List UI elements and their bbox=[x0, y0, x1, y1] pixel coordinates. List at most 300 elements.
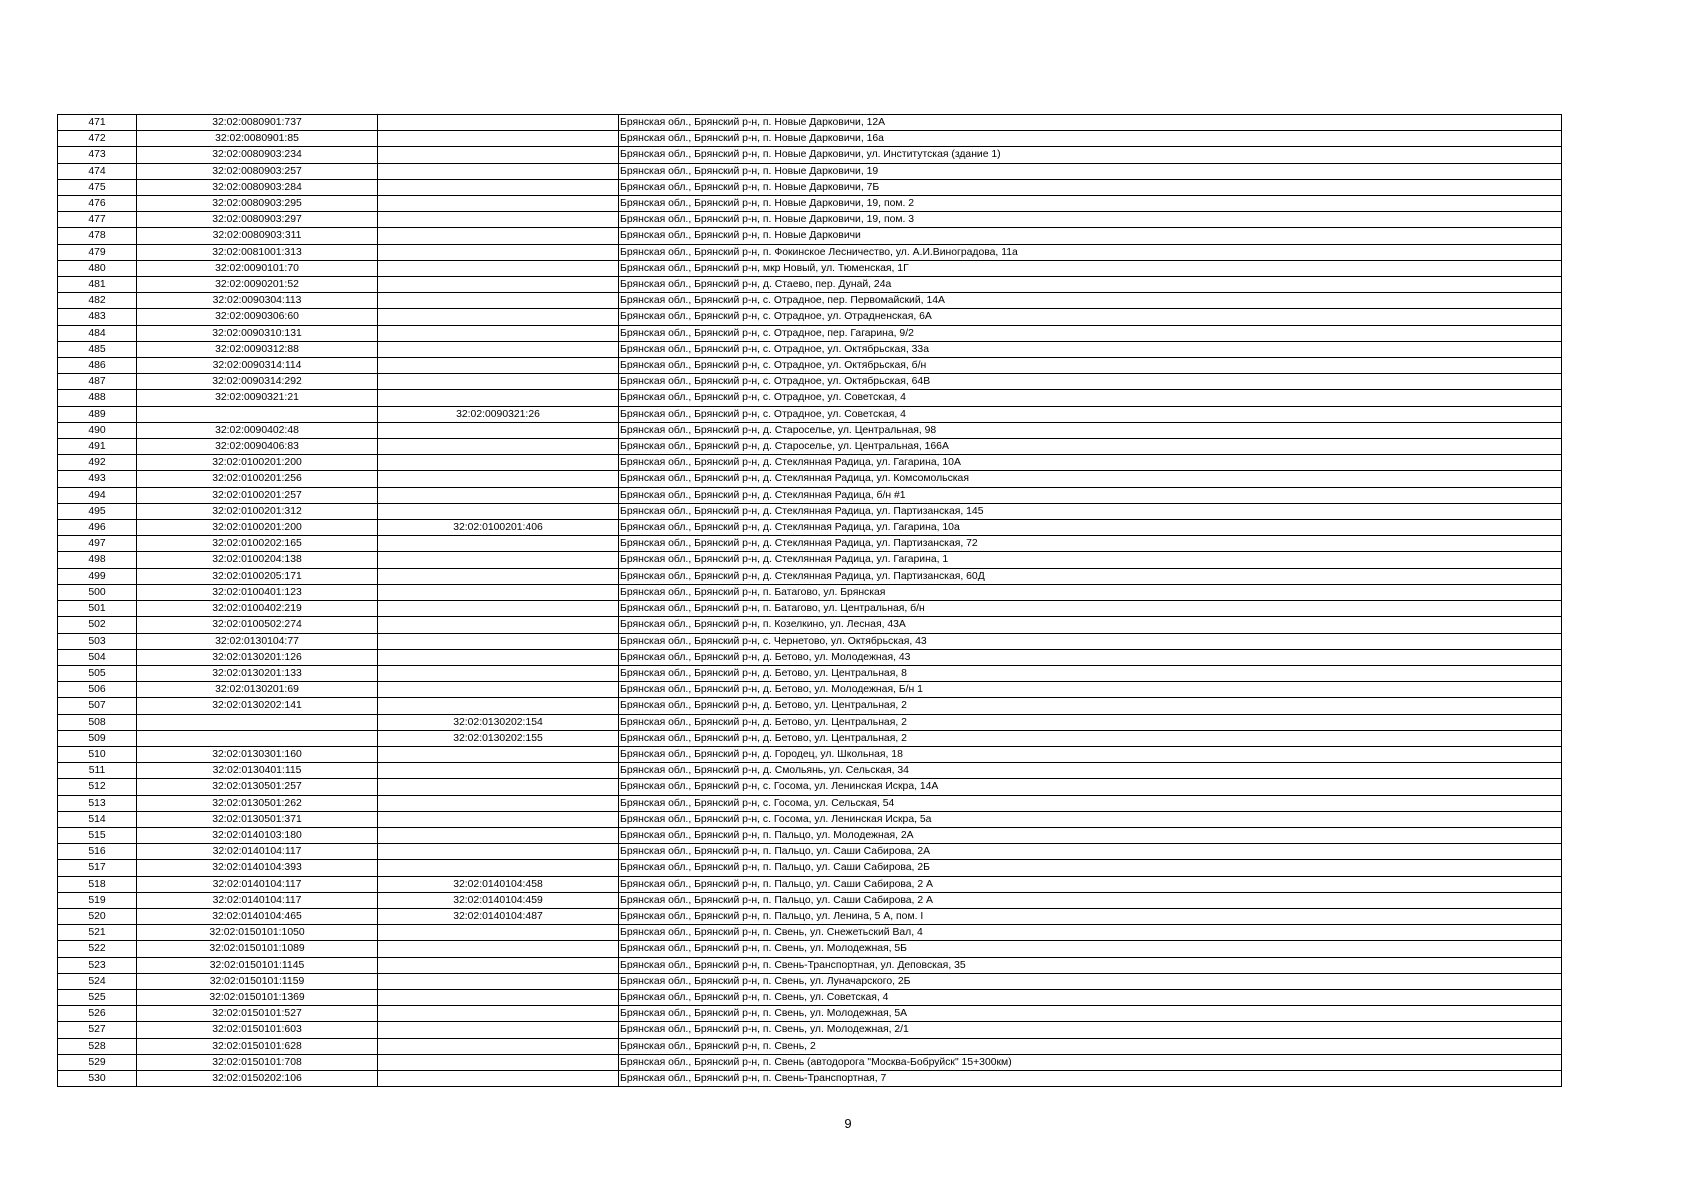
row-number-cell: 511 bbox=[58, 763, 137, 779]
row-number-cell: 502 bbox=[58, 617, 137, 633]
cadastral-number-cell: 32:02:0100201:256 bbox=[137, 471, 378, 487]
table-row bbox=[58, 633, 1562, 649]
table-row bbox=[58, 196, 1562, 212]
cadastral-number-cell: 32:02:0150101:1145 bbox=[137, 957, 378, 973]
address-cell: Брянская обл., Брянский р-н, п. Батагово, ул. Брянская bbox=[619, 584, 1562, 600]
cadastral-number-cell: 32:02:0140104:117 bbox=[137, 876, 378, 892]
table-row bbox=[58, 925, 1562, 941]
row-number-cell: 509 bbox=[58, 730, 137, 746]
cadastral-number-cell: 32:02:0150101:1050 bbox=[137, 925, 378, 941]
related-cadastral-number-cell bbox=[378, 746, 619, 762]
row-number-cell: 505 bbox=[58, 665, 137, 681]
table-row bbox=[58, 277, 1562, 293]
cadastral-table-container bbox=[57, 114, 1562, 1087]
related-cadastral-number-cell bbox=[378, 309, 619, 325]
address-cell: Брянская обл., Брянский р-н, п. Новые Дарковичи, 19 bbox=[619, 163, 1562, 179]
table-row bbox=[58, 584, 1562, 600]
table-row bbox=[58, 746, 1562, 762]
table-row bbox=[58, 536, 1562, 552]
table-row bbox=[58, 1054, 1562, 1070]
address-cell: Брянская обл., Брянский р-н, д. Стеклянная Радица, ул. Партизанская, 60Д bbox=[619, 568, 1562, 584]
cadastral-number-cell bbox=[137, 714, 378, 730]
row-number-cell: 499 bbox=[58, 568, 137, 584]
row-number-cell: 497 bbox=[58, 536, 137, 552]
table-row bbox=[58, 876, 1562, 892]
address-cell: Брянская обл., Брянский р-н, п. Козелкино, ул. Лесная, 43А bbox=[619, 617, 1562, 633]
address-cell: Брянская обл., Брянский р-н, п. Новые Дарковичи, ул. Институтская (здание 1) bbox=[619, 147, 1562, 163]
cadastral-number-cell: 32:02:0090306:60 bbox=[137, 309, 378, 325]
related-cadastral-number-cell bbox=[378, 973, 619, 989]
row-number-cell: 515 bbox=[58, 827, 137, 843]
cadastral-number-cell: 32:02:0140104:117 bbox=[137, 844, 378, 860]
cadastral-number-cell: 32:02:0080903:257 bbox=[137, 163, 378, 179]
address-cell: Брянская обл., Брянский р-н, д. Городец, ул. Школьная, 18 bbox=[619, 746, 1562, 762]
cadastral-number-cell: 32:02:0150101:1159 bbox=[137, 973, 378, 989]
table-row bbox=[58, 827, 1562, 843]
table-row bbox=[58, 309, 1562, 325]
cadastral-number-cell: 32:02:0090314:292 bbox=[137, 374, 378, 390]
cadastral-number-cell: 32:02:0080901:737 bbox=[137, 115, 378, 131]
related-cadastral-number-cell bbox=[378, 536, 619, 552]
row-number-cell: 521 bbox=[58, 925, 137, 941]
table-row bbox=[58, 649, 1562, 665]
related-cadastral-number-cell bbox=[378, 779, 619, 795]
related-cadastral-number-cell bbox=[378, 244, 619, 260]
row-number-cell: 471 bbox=[58, 115, 137, 131]
cadastral-number-cell: 32:02:0080903:311 bbox=[137, 228, 378, 244]
table-row bbox=[58, 293, 1562, 309]
address-cell: Брянская обл., Брянский р-н, п. Новые Дарковичи bbox=[619, 228, 1562, 244]
row-number-cell: 518 bbox=[58, 876, 137, 892]
address-cell: Брянская обл., Брянский р-н, с. Отрадное, ул. Отрадненская, 6А bbox=[619, 309, 1562, 325]
row-number-cell: 526 bbox=[58, 1006, 137, 1022]
related-cadastral-number-cell bbox=[378, 131, 619, 147]
address-cell: Брянская обл., Брянский р-н, с. Отрадное, ул. Октябрьская, 64В bbox=[619, 374, 1562, 390]
row-number-cell: 479 bbox=[58, 244, 137, 260]
cadastral-number-cell: 32:02:0150101:1369 bbox=[137, 989, 378, 1005]
related-cadastral-number-cell bbox=[378, 957, 619, 973]
cadastral-number-cell: 32:02:0130501:371 bbox=[137, 811, 378, 827]
cadastral-number-cell: 32:02:0140104:393 bbox=[137, 860, 378, 876]
row-number-cell: 517 bbox=[58, 860, 137, 876]
cadastral-number-cell: 32:02:0130401:115 bbox=[137, 763, 378, 779]
address-cell: Брянская обл., Брянский р-н, с. Отрадное, пер. Первомайский, 14А bbox=[619, 293, 1562, 309]
row-number-cell: 485 bbox=[58, 341, 137, 357]
table-row bbox=[58, 439, 1562, 455]
table-body bbox=[58, 115, 1562, 1087]
related-cadastral-number-cell bbox=[378, 260, 619, 276]
row-number-cell: 506 bbox=[58, 682, 137, 698]
table-row bbox=[58, 212, 1562, 228]
row-number-cell: 512 bbox=[58, 779, 137, 795]
address-cell: Брянская обл., Брянский р-н, п. Новые Дарковичи, 12А bbox=[619, 115, 1562, 131]
table-row bbox=[58, 179, 1562, 195]
row-number-cell: 508 bbox=[58, 714, 137, 730]
table-row bbox=[58, 325, 1562, 341]
table-row bbox=[58, 795, 1562, 811]
related-cadastral-number-cell bbox=[378, 925, 619, 941]
table-row bbox=[58, 228, 1562, 244]
address-cell: Брянская обл., Брянский р-н, с. Отрадное, ул. Октябрьская, 33а bbox=[619, 341, 1562, 357]
row-number-cell: 525 bbox=[58, 989, 137, 1005]
related-cadastral-number-cell: 32:02:0140104:459 bbox=[378, 892, 619, 908]
address-cell: Брянская обл., Брянский р-н, п. Фокинское Лесничество, ул. А.И.Виноградова, 11а bbox=[619, 244, 1562, 260]
row-number-cell: 494 bbox=[58, 487, 137, 503]
table-row bbox=[58, 617, 1562, 633]
address-cell: Брянская обл., Брянский р-н, п. Пальцо, ул. Саши Сабирова, 2А bbox=[619, 844, 1562, 860]
address-cell: Брянская обл., Брянский р-н, д. Староселье, ул. Центральная, 98 bbox=[619, 422, 1562, 438]
related-cadastral-number-cell bbox=[378, 552, 619, 568]
row-number-cell: 514 bbox=[58, 811, 137, 827]
row-number-cell: 484 bbox=[58, 325, 137, 341]
table-row bbox=[58, 860, 1562, 876]
related-cadastral-number-cell bbox=[378, 455, 619, 471]
related-cadastral-number-cell bbox=[378, 390, 619, 406]
cadastral-number-cell: 32:02:0080903:297 bbox=[137, 212, 378, 228]
row-number-cell: 483 bbox=[58, 309, 137, 325]
row-number-cell: 477 bbox=[58, 212, 137, 228]
row-number-cell: 501 bbox=[58, 601, 137, 617]
related-cadastral-number-cell bbox=[378, 763, 619, 779]
address-cell: Брянская обл., Брянский р-н, д. Стеклянная Радица, ул. Партизанская, 145 bbox=[619, 503, 1562, 519]
related-cadastral-number-cell bbox=[378, 682, 619, 698]
cadastral-number-cell: 32:02:0130301:160 bbox=[137, 746, 378, 762]
table-row bbox=[58, 601, 1562, 617]
address-cell: Брянская обл., Брянский р-н, п. Пальцо, ул. Молодежная, 2А bbox=[619, 827, 1562, 843]
related-cadastral-number-cell bbox=[378, 179, 619, 195]
address-cell: Брянская обл., Брянский р-н, д. Стеклянная Радица, ул. Партизанская, 72 bbox=[619, 536, 1562, 552]
table-row bbox=[58, 665, 1562, 681]
table-row bbox=[58, 989, 1562, 1005]
address-cell: Брянская обл., Брянский р-н, п. Свень-Транспортная, ул. Деповская, 35 bbox=[619, 957, 1562, 973]
table-row bbox=[58, 163, 1562, 179]
row-number-cell: 528 bbox=[58, 1038, 137, 1054]
cadastral-number-cell: 32:02:0090314:114 bbox=[137, 358, 378, 374]
cadastral-number-cell: 32:02:0090310:131 bbox=[137, 325, 378, 341]
address-cell: Брянская обл., Брянский р-н, д. Бетово, ул. Молодежная, 43 bbox=[619, 649, 1562, 665]
related-cadastral-number-cell: 32:02:0130202:154 bbox=[378, 714, 619, 730]
cadastral-number-cell: 32:02:0100402:219 bbox=[137, 601, 378, 617]
table-row bbox=[58, 131, 1562, 147]
row-number-cell: 491 bbox=[58, 439, 137, 455]
row-number-cell: 475 bbox=[58, 179, 137, 195]
table-row bbox=[58, 730, 1562, 746]
cadastral-table bbox=[57, 114, 1562, 1087]
address-cell: Брянская обл., Брянский р-н, п. Новые Дарковичи, 16а bbox=[619, 131, 1562, 147]
address-cell: Брянская обл., Брянский р-н, п. Свень, ул. Молодежная, 5Б bbox=[619, 941, 1562, 957]
table-row bbox=[58, 260, 1562, 276]
table-row bbox=[58, 763, 1562, 779]
address-cell: Брянская обл., Брянский р-н, п. Новые Дарковичи, 19, пом. 3 bbox=[619, 212, 1562, 228]
row-number-cell: 503 bbox=[58, 633, 137, 649]
table-row bbox=[58, 973, 1562, 989]
related-cadastral-number-cell: 32:02:0090321:26 bbox=[378, 406, 619, 422]
address-cell: Брянская обл., Брянский р-н, п. Свень, ул. Снежетьский Вал, 4 bbox=[619, 925, 1562, 941]
address-cell: Брянская обл., Брянский р-н, с. Госома, ул. Ленинская Искра, 5а bbox=[619, 811, 1562, 827]
related-cadastral-number-cell bbox=[378, 1022, 619, 1038]
cadastral-number-cell: 32:02:0130104:77 bbox=[137, 633, 378, 649]
table-row bbox=[58, 568, 1562, 584]
related-cadastral-number-cell bbox=[378, 1038, 619, 1054]
table-row bbox=[58, 1070, 1562, 1086]
cadastral-number-cell: 32:02:0100202:165 bbox=[137, 536, 378, 552]
row-number-cell: 493 bbox=[58, 471, 137, 487]
cadastral-number-cell: 32:02:0140104:465 bbox=[137, 908, 378, 924]
row-number-cell: 496 bbox=[58, 520, 137, 536]
row-number-cell: 489 bbox=[58, 406, 137, 422]
row-number-cell: 495 bbox=[58, 503, 137, 519]
address-cell: Брянская обл., Брянский р-н, п. Пальцо, ул. Саши Сабирова, 2Б bbox=[619, 860, 1562, 876]
address-cell: Брянская обл., Брянский р-н, п. Свень, ул. Молодежная, 5А bbox=[619, 1006, 1562, 1022]
related-cadastral-number-cell bbox=[378, 584, 619, 600]
row-number-cell: 520 bbox=[58, 908, 137, 924]
related-cadastral-number-cell: 32:02:0100201:406 bbox=[378, 520, 619, 536]
address-cell: Брянская обл., Брянский р-н, п. Свень, ул. Советская, 4 bbox=[619, 989, 1562, 1005]
address-cell: Брянская обл., Брянский р-н, п. Батагово, ул. Центральная, б/н bbox=[619, 601, 1562, 617]
related-cadastral-number-cell: 32:02:0140104:458 bbox=[378, 876, 619, 892]
cadastral-number-cell: 32:02:0150101:708 bbox=[137, 1054, 378, 1070]
cadastral-number-cell: 32:02:0100204:138 bbox=[137, 552, 378, 568]
cadastral-number-cell: 32:02:0090406:83 bbox=[137, 439, 378, 455]
table-row bbox=[58, 358, 1562, 374]
related-cadastral-number-cell: 32:02:0130202:155 bbox=[378, 730, 619, 746]
cadastral-number-cell: 32:02:0080903:295 bbox=[137, 196, 378, 212]
table-row bbox=[58, 115, 1562, 131]
cadastral-number-cell: 32:02:0140103:180 bbox=[137, 827, 378, 843]
related-cadastral-number-cell: 32:02:0140104:487 bbox=[378, 908, 619, 924]
address-cell: Брянская обл., Брянский р-н, п. Новые Дарковичи, 7Б bbox=[619, 179, 1562, 195]
cadastral-number-cell: 32:02:0150101:603 bbox=[137, 1022, 378, 1038]
row-number-cell: 504 bbox=[58, 649, 137, 665]
row-number-cell: 480 bbox=[58, 260, 137, 276]
cadastral-number-cell: 32:02:0080903:284 bbox=[137, 179, 378, 195]
cadastral-number-cell: 32:02:0130201:69 bbox=[137, 682, 378, 698]
row-number-cell: 527 bbox=[58, 1022, 137, 1038]
cadastral-number-cell: 32:02:0090304:113 bbox=[137, 293, 378, 309]
cadastral-number-cell: 32:02:0100502:274 bbox=[137, 617, 378, 633]
table-row bbox=[58, 779, 1562, 795]
table-row bbox=[58, 374, 1562, 390]
address-cell: Брянская обл., Брянский р-н, д. Бетово, ул. Молодежная, Б/н 1 bbox=[619, 682, 1562, 698]
table-row bbox=[58, 487, 1562, 503]
address-cell: Брянская обл., Брянский р-н, д. Стаево, пер. Дунай, 24а bbox=[619, 277, 1562, 293]
row-number-cell: 500 bbox=[58, 584, 137, 600]
row-number-cell: 487 bbox=[58, 374, 137, 390]
related-cadastral-number-cell bbox=[378, 1054, 619, 1070]
address-cell: Брянская обл., Брянский р-н, п. Свень-Транспортная, 7 bbox=[619, 1070, 1562, 1086]
row-number-cell: 522 bbox=[58, 941, 137, 957]
address-cell: Брянская обл., Брянский р-н, п. Новые Дарковичи, 19, пом. 2 bbox=[619, 196, 1562, 212]
table-row bbox=[58, 503, 1562, 519]
address-cell: Брянская обл., Брянский р-н, п. Пальцо, ул. Ленина, 5 А, пом. I bbox=[619, 908, 1562, 924]
related-cadastral-number-cell bbox=[378, 698, 619, 714]
address-cell: Брянская обл., Брянский р-н, п. Свень, ул. Луначарского, 2Б bbox=[619, 973, 1562, 989]
table-row bbox=[58, 844, 1562, 860]
row-number-cell: 492 bbox=[58, 455, 137, 471]
address-cell: Брянская обл., Брянский р-н, д. Стеклянная Радица, б/н #1 bbox=[619, 487, 1562, 503]
related-cadastral-number-cell bbox=[378, 941, 619, 957]
related-cadastral-number-cell bbox=[378, 811, 619, 827]
address-cell: Брянская обл., Брянский р-н, п. Пальцо, ул. Саши Сабирова, 2 А bbox=[619, 876, 1562, 892]
address-cell: Брянская обл., Брянский р-н, п. Свень (автодорога "Москва-Бобруйск" 15+300км) bbox=[619, 1054, 1562, 1070]
table-row bbox=[58, 811, 1562, 827]
cadastral-number-cell bbox=[137, 406, 378, 422]
table-row bbox=[58, 908, 1562, 924]
cadastral-number-cell: 32:02:0150101:628 bbox=[137, 1038, 378, 1054]
cadastral-number-cell: 32:02:0130201:133 bbox=[137, 665, 378, 681]
row-number-cell: 486 bbox=[58, 358, 137, 374]
related-cadastral-number-cell bbox=[378, 325, 619, 341]
related-cadastral-number-cell bbox=[378, 422, 619, 438]
related-cadastral-number-cell bbox=[378, 439, 619, 455]
row-number-cell: 472 bbox=[58, 131, 137, 147]
address-cell: Брянская обл., Брянский р-н, д. Бетово, ул. Центральная, 2 bbox=[619, 714, 1562, 730]
address-cell: Брянская обл., Брянский р-н, д. Бетово, ул. Центральная, 2 bbox=[619, 730, 1562, 746]
related-cadastral-number-cell bbox=[378, 163, 619, 179]
related-cadastral-number-cell bbox=[378, 358, 619, 374]
cadastral-number-cell: 32:02:0130201:126 bbox=[137, 649, 378, 665]
address-cell: Брянская обл., Брянский р-н, с. Отрадное, ул. Советская, 4 bbox=[619, 406, 1562, 422]
row-number-cell: 507 bbox=[58, 698, 137, 714]
table-row bbox=[58, 892, 1562, 908]
cadastral-number-cell: 32:02:0090402:48 bbox=[137, 422, 378, 438]
table-row bbox=[58, 471, 1562, 487]
table-row bbox=[58, 957, 1562, 973]
table-row bbox=[58, 698, 1562, 714]
table-row bbox=[58, 455, 1562, 471]
table-row bbox=[58, 941, 1562, 957]
address-cell: Брянская обл., Брянский р-н, д. Стеклянная Радица, ул. Гагарина, 10А bbox=[619, 455, 1562, 471]
table-row bbox=[58, 520, 1562, 536]
row-number-cell: 488 bbox=[58, 390, 137, 406]
related-cadastral-number-cell bbox=[378, 196, 619, 212]
cadastral-number-cell: 32:02:0100201:200 bbox=[137, 455, 378, 471]
table-row bbox=[58, 714, 1562, 730]
cadastral-number-cell: 32:02:0150101:1089 bbox=[137, 941, 378, 957]
related-cadastral-number-cell bbox=[378, 633, 619, 649]
row-number-cell: 523 bbox=[58, 957, 137, 973]
row-number-cell: 478 bbox=[58, 228, 137, 244]
related-cadastral-number-cell bbox=[378, 503, 619, 519]
row-number-cell: 519 bbox=[58, 892, 137, 908]
address-cell: Брянская обл., Брянский р-н, с. Чернетово, ул. Октябрьская, 43 bbox=[619, 633, 1562, 649]
row-number-cell: 473 bbox=[58, 147, 137, 163]
cadastral-number-cell: 32:02:0130501:257 bbox=[137, 779, 378, 795]
address-cell: Брянская обл., Брянский р-н, д. Стеклянная Радица, ул. Комсомольская bbox=[619, 471, 1562, 487]
related-cadastral-number-cell bbox=[378, 795, 619, 811]
address-cell: Брянская обл., Брянский р-н, п. Свень, ул. Молодежная, 2/1 bbox=[619, 1022, 1562, 1038]
row-number-cell: 481 bbox=[58, 277, 137, 293]
related-cadastral-number-cell bbox=[378, 471, 619, 487]
cadastral-number-cell: 32:02:0100401:123 bbox=[137, 584, 378, 600]
address-cell: Брянская обл., Брянский р-н, д. Стеклянная Радица, ул. Гагарина, 10а bbox=[619, 520, 1562, 536]
related-cadastral-number-cell bbox=[378, 827, 619, 843]
table-row bbox=[58, 1038, 1562, 1054]
cadastral-number-cell: 32:02:0100205:171 bbox=[137, 568, 378, 584]
cadastral-number-cell: 32:02:0140104:117 bbox=[137, 892, 378, 908]
row-number-cell: 476 bbox=[58, 196, 137, 212]
row-number-cell: 498 bbox=[58, 552, 137, 568]
table-row bbox=[58, 244, 1562, 260]
related-cadastral-number-cell bbox=[378, 374, 619, 390]
table-row bbox=[58, 390, 1562, 406]
cadastral-number-cell: 32:02:0080903:234 bbox=[137, 147, 378, 163]
table-row bbox=[58, 1022, 1562, 1038]
related-cadastral-number-cell bbox=[378, 860, 619, 876]
cadastral-number-cell: 32:02:0150101:527 bbox=[137, 1006, 378, 1022]
cadastral-number-cell: 32:02:0090312:88 bbox=[137, 341, 378, 357]
related-cadastral-number-cell bbox=[378, 601, 619, 617]
cadastral-number-cell: 32:02:0090321:21 bbox=[137, 390, 378, 406]
related-cadastral-number-cell bbox=[378, 228, 619, 244]
cadastral-number-cell: 32:02:0100201:257 bbox=[137, 487, 378, 503]
address-cell: Брянская обл., Брянский р-н, п. Пальцо, ул. Саши Сабирова, 2 А bbox=[619, 892, 1562, 908]
cadastral-number-cell: 32:02:0090101:70 bbox=[137, 260, 378, 276]
related-cadastral-number-cell bbox=[378, 617, 619, 633]
address-cell: Брянская обл., Брянский р-н, д. Староселье, ул. Центральная, 166А bbox=[619, 439, 1562, 455]
related-cadastral-number-cell bbox=[378, 487, 619, 503]
cadastral-number-cell: 32:02:0080901:85 bbox=[137, 131, 378, 147]
row-number-cell: 513 bbox=[58, 795, 137, 811]
row-number-cell: 529 bbox=[58, 1054, 137, 1070]
cadastral-number-cell bbox=[137, 730, 378, 746]
related-cadastral-number-cell bbox=[378, 649, 619, 665]
cadastral-number-cell: 32:02:0100201:200 bbox=[137, 520, 378, 536]
row-number-cell: 482 bbox=[58, 293, 137, 309]
related-cadastral-number-cell bbox=[378, 212, 619, 228]
table-row bbox=[58, 682, 1562, 698]
address-cell: Брянская обл., Брянский р-н, д. Смольянь, ул. Сельская, 34 bbox=[619, 763, 1562, 779]
row-number-cell: 516 bbox=[58, 844, 137, 860]
row-number-cell: 524 bbox=[58, 973, 137, 989]
cadastral-number-cell: 32:02:0130501:262 bbox=[137, 795, 378, 811]
related-cadastral-number-cell bbox=[378, 277, 619, 293]
cadastral-number-cell: 32:02:0090201:52 bbox=[137, 277, 378, 293]
table-row bbox=[58, 341, 1562, 357]
related-cadastral-number-cell bbox=[378, 1006, 619, 1022]
address-cell: Брянская обл., Брянский р-н, с. Отрадное, ул. Советская, 4 bbox=[619, 390, 1562, 406]
address-cell: Брянская обл., Брянский р-н, с. Госома, ул. Сельская, 54 bbox=[619, 795, 1562, 811]
address-cell: Брянская обл., Брянский р-н, д. Бетово, ул. Центральная, 8 bbox=[619, 665, 1562, 681]
row-number-cell: 490 bbox=[58, 422, 137, 438]
table-row bbox=[58, 406, 1562, 422]
table-row bbox=[58, 1006, 1562, 1022]
table-row bbox=[58, 147, 1562, 163]
address-cell: Брянская обл., Брянский р-н, мкр Новый, ул. Тюменская, 1Г bbox=[619, 260, 1562, 276]
related-cadastral-number-cell bbox=[378, 844, 619, 860]
cadastral-number-cell: 32:02:0130202:141 bbox=[137, 698, 378, 714]
related-cadastral-number-cell bbox=[378, 989, 619, 1005]
table-row bbox=[58, 552, 1562, 568]
address-cell: Брянская обл., Брянский р-н, д. Стеклянная Радица, ул. Гагарина, 1 bbox=[619, 552, 1562, 568]
row-number-cell: 510 bbox=[58, 746, 137, 762]
related-cadastral-number-cell bbox=[378, 147, 619, 163]
related-cadastral-number-cell bbox=[378, 568, 619, 584]
address-cell: Брянская обл., Брянский р-н, с. Отрадное, ул. Октябрьская, б/н bbox=[619, 358, 1562, 374]
address-cell: Брянская обл., Брянский р-н, д. Бетово, ул. Центральная, 2 bbox=[619, 698, 1562, 714]
table-row bbox=[58, 422, 1562, 438]
address-cell: Брянская обл., Брянский р-н, с. Госома, ул. Ленинская Искра, 14А bbox=[619, 779, 1562, 795]
cadastral-number-cell: 32:02:0100201:312 bbox=[137, 503, 378, 519]
cadastral-number-cell: 32:02:0150202:106 bbox=[137, 1070, 378, 1086]
address-cell: Брянская обл., Брянский р-н, с. Отрадное, пер. Гагарина, 9/2 bbox=[619, 325, 1562, 341]
cadastral-number-cell: 32:02:0081001:313 bbox=[137, 244, 378, 260]
address-cell: Брянская обл., Брянский р-н, п. Свень, 2 bbox=[619, 1038, 1562, 1054]
page-number: 9 bbox=[844, 1116, 852, 1131]
row-number-cell: 530 bbox=[58, 1070, 137, 1086]
related-cadastral-number-cell bbox=[378, 665, 619, 681]
related-cadastral-number-cell bbox=[378, 1070, 619, 1086]
